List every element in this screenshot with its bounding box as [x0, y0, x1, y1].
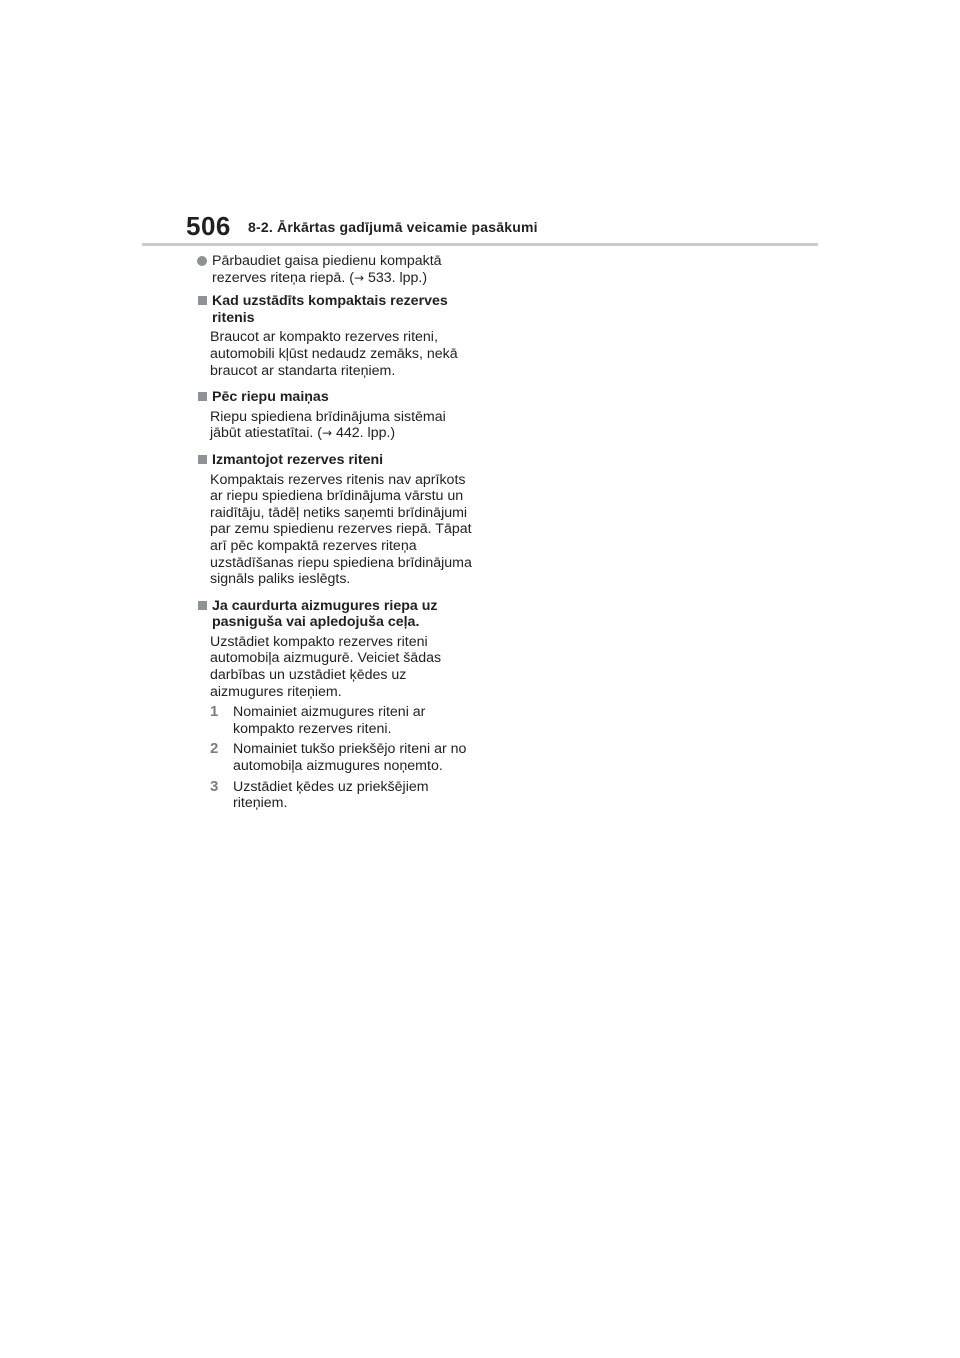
- step-number: 2: [210, 740, 219, 758]
- step-item: [210, 704, 478, 737]
- bullet-item: [210, 253, 478, 286]
- section-body-after: 442. lpp.): [332, 425, 396, 442]
- section-heading-text: Ja caurdurta aizmugures riepa uz pasniguša vai apledojuša ceļa.: [212, 597, 438, 631]
- section-body-before: Riepu spiediena brīdinājuma sistēmai jābūt atiestatītai. (: [210, 408, 446, 442]
- bullet-text-before: Pārbaudiet gaisa piedienu kompaktā rezerves riteņa riepā. (: [212, 253, 442, 286]
- square-bullet-icon: [198, 296, 207, 305]
- step-text: Uzstādiet ķēdes uz priekšējiem riteņiem.: [233, 778, 429, 812]
- section-heading-text: Kad uzstādīts kompaktais rezerves ritenis: [212, 293, 448, 326]
- square-bullet-icon: [198, 392, 207, 401]
- square-bullet-icon: [198, 601, 207, 610]
- section-body: Braucot ar kompakto rezerves riteni, automobili kļūst nedaudz zemāks, nekā braucot ar standarta riteņiem.: [210, 329, 458, 379]
- step-item: [210, 779, 478, 812]
- bullet-text-after: 533. lpp.): [364, 269, 428, 286]
- arrow-right-icon: →: [321, 426, 333, 441]
- step-text: Nomainiet tukšo priekšējo riteni ar no automobiļa aizmugures noņemto.: [233, 741, 467, 775]
- step-text: Nomainiet aizmugures riteni ar kompakto rezerves riteni.: [233, 704, 426, 737]
- arrow-right-icon: →: [353, 270, 364, 285]
- section-heading: [210, 293, 478, 326]
- section-heading-text: Pēc riepu maiņas: [212, 389, 329, 406]
- section-body: Kompaktais rezerves ritenis nav aprīkots ar riepu spiediena brīdinājuma vārstu un raidītāju, tādēļ netiks saņemti brīdinājumi par zemu spiedienu rezerves riepā. Tāpat arī pēc kompaktā rezerves riteņa uzstādīšanas riepu spiediena brīdinājuma signāls paliks ieslēgts.: [210, 471, 472, 588]
- square-bullet-icon: [198, 455, 207, 464]
- section-heading: [210, 389, 478, 406]
- section-heading-text: Izmantojot rezerves riteni: [212, 451, 384, 468]
- section-heading: [210, 452, 478, 469]
- step-number: 1: [210, 703, 219, 721]
- section-body: [210, 409, 478, 442]
- circle-bullet-icon: [197, 256, 207, 266]
- step-item: [210, 741, 478, 774]
- section-body: Uzstādiet kompakto rezerves riteni automobiļa aizmugurē. Veiciet šādas darbības un uzstādiet ķēdes uz aizmugures riteņiem.: [210, 633, 442, 700]
- header-rule: [142, 243, 818, 246]
- page-number: 506: [186, 211, 231, 241]
- section-title: 8-2. Ārkārtas gadījumā veicamie pasākumi: [248, 219, 538, 235]
- step-number: 3: [210, 777, 219, 795]
- section-heading: [210, 598, 478, 631]
- content-column: [210, 253, 478, 816]
